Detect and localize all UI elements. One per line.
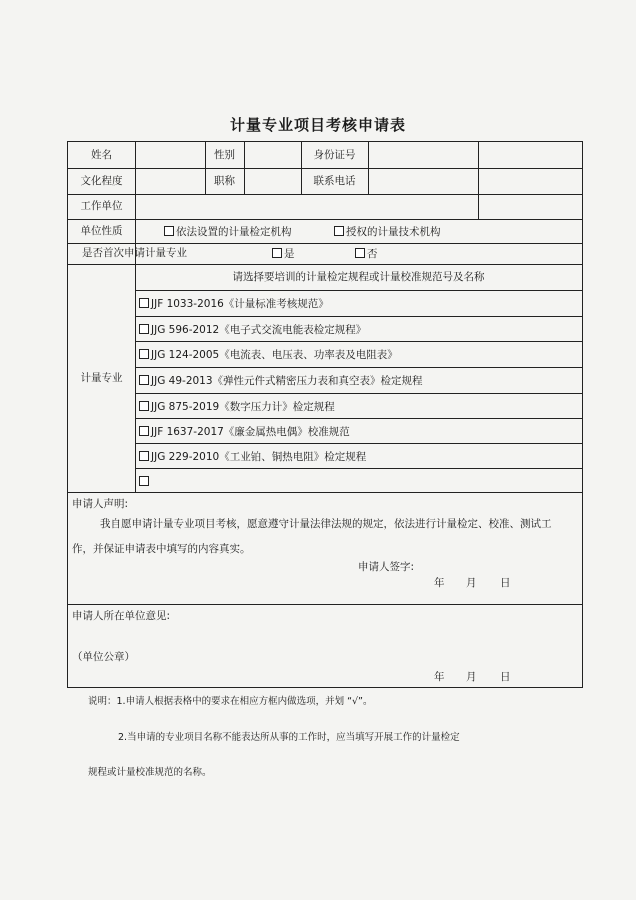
declaration-heading: 申请人声明: [72, 498, 129, 510]
first-time-no[interactable]: 否 [355, 248, 378, 260]
application-form [67, 141, 583, 688]
declaration-month: 月 [466, 577, 477, 589]
checkbox-icon [139, 349, 149, 359]
note-1: 说明：1.申请人根据表格中的要求在相应方框内做选项，并划 “√”。 [88, 696, 373, 707]
checkbox-icon [334, 226, 344, 236]
checkbox-icon [139, 375, 149, 385]
opinion-day: 日 [500, 671, 511, 683]
specialty-item[interactable]: JJG 875-2019《数字压力计》检定规程 [139, 401, 335, 413]
opinion-month: 月 [466, 671, 477, 683]
checkbox-icon [139, 298, 149, 308]
name-label: 姓名 [91, 149, 112, 161]
workplace-label: 工作单位 [80, 200, 123, 212]
page-title: 计量专业项目考核申请表 [229, 116, 406, 134]
checkbox-icon [272, 248, 282, 258]
phone-label: 联系电话 [313, 175, 356, 187]
first-time-label: 是否首次申请计量专业 [82, 247, 187, 259]
declaration-year: 年 [434, 577, 445, 589]
note-2-line-1: 2.当申请的专业项目名称不能表达所从事的工作时，应当填写开展工作的计量检定 [118, 732, 460, 743]
checkbox-icon [139, 324, 149, 334]
declaration-day: 日 [500, 577, 511, 589]
unit-option-legal-metrology[interactable]: 依法设置的计量检定机构 [164, 226, 292, 238]
checkbox-icon [139, 426, 149, 436]
first-time-yes[interactable]: 是 [272, 248, 295, 260]
specialty-item[interactable]: JJG 49-2013《弹性元件式精密压力表和真空表》检定规程 [139, 375, 423, 387]
gender-label: 性别 [214, 149, 235, 161]
specialty-item[interactable]: JJG 229-2010《工业铂、铜热电阻》检定规程 [139, 451, 366, 463]
note-2-line-2: 规程或计量校准规范的名称。 [88, 767, 212, 778]
unit-seal-label: （单位公章） [72, 651, 135, 663]
specialty-header: 请选择要培训的计量检定规程或计量校准规范号及名称 [232, 271, 485, 283]
checkbox-icon [355, 248, 365, 258]
specialty-item[interactable]: JJF 1033-2016《计量标准考核规范》 [139, 298, 329, 310]
checkbox-icon [139, 476, 149, 486]
checkbox-icon [164, 226, 174, 236]
id-number-label: 身份证号 [313, 149, 356, 161]
checkbox-icon [139, 451, 149, 461]
specialty-item[interactable]: JJG 596-2012《电子式交流电能表检定规程》 [139, 324, 366, 336]
checkbox-icon [139, 401, 149, 411]
specialty-item[interactable] [139, 476, 151, 488]
job-title-label: 职称 [214, 175, 235, 187]
unit-option-authorized[interactable]: 授权的计量技术机构 [334, 226, 441, 238]
opinion-heading: 申请人所在单位意见: [72, 610, 171, 622]
declaration-body: 我自愿申请计量专业项目考核，愿意遵守计量法律法规的规定，依法进行计量检定、校准、测试工作，并保证申请表中填写的内容真实。 [72, 518, 552, 555]
signature-label: 申请人签字: [358, 561, 415, 573]
unit-nature-label: 单位性质 [80, 225, 123, 237]
specialty-label: 计量专业 [80, 372, 123, 384]
specialty-item[interactable]: JJF 1637-2017《廉金属热电偶》校准规范 [139, 426, 350, 438]
opinion-year: 年 [434, 671, 445, 683]
education-label: 文化程度 [80, 175, 123, 187]
specialty-item[interactable]: JJG 124-2005《电流表、电压表、功率表及电阻表》 [139, 349, 398, 361]
